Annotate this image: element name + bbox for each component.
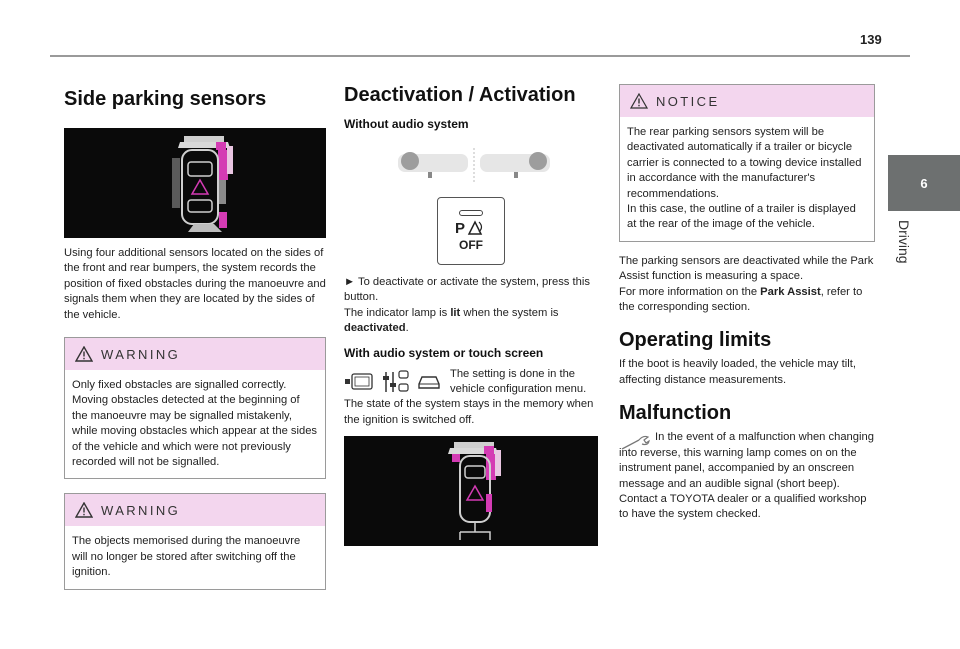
chapter-number: 6 xyxy=(920,175,928,191)
column-2 xyxy=(344,80,599,546)
park-assist-text: The parking sensors are deactivated while the Park Assist function is measuring a space. For more information on the Park Assist, refer to the corresponding section. xyxy=(619,254,874,314)
notice-triangle-icon xyxy=(630,93,648,109)
section-title-side-sensors: Side parking sensors xyxy=(64,88,267,110)
touchscreen-setting-text: The setting is done in the vehicle configuration menu. xyxy=(450,367,587,396)
park-sensor-off-button[interactable] xyxy=(437,197,505,265)
malfunction-block xyxy=(619,430,875,522)
off-label: OFF xyxy=(459,238,483,252)
warning-box-1 xyxy=(64,337,326,479)
car-icon[interactable] xyxy=(416,372,442,392)
subtitle-without-audio: Without audio system xyxy=(344,117,469,131)
section-title-deactivation: Deactivation / Activation xyxy=(344,84,576,106)
operating-limits-text: If the boot is heavily loaded, the vehicle may tilt, affecting distance measurements. xyxy=(619,358,856,386)
wrench-icon xyxy=(619,433,651,453)
chapter-tab[interactable] xyxy=(888,155,960,211)
settings-icons xyxy=(344,367,442,398)
indicator-lamp-note: The indicator lamp is lit when the system is deactivated. xyxy=(344,306,559,335)
warning-title-2: WARNING xyxy=(101,502,181,518)
svg-text:P: P xyxy=(455,220,466,236)
deactivate-instruction: ► To deactivate or activate the system, press this button. xyxy=(344,276,590,304)
notice-box xyxy=(619,84,875,242)
notice-text: The rear parking sensors system will be deactivated automatically if a trailer or bicycle carrier is connected to a towing device installed in accordance with the manufacturer's recommendations. In this case, the outline of a trailer is displayed at the rear of the image of the vehicle. xyxy=(627,126,862,231)
warning-text-2: The objects memorised during the manoeuvre will no longer be stored after switching off the ignition. xyxy=(72,535,301,579)
column-3 xyxy=(619,80,875,523)
park-sensor-off-icon xyxy=(453,218,489,236)
side-sensors-intro: Using four additional sensors located on the sides of the front and rear bumpers, the system records the position of fixed obstacles during the manoeuvre and signals them when they are located by the sides of the vehicle. xyxy=(64,247,326,321)
trailer-sensor-illustration xyxy=(344,436,598,546)
warning-text-1: Only fixed obstacles are signalled correctly. Moving obstacles detected at the beginning of the manoeuvre may be signalled mistakenly, while moving obstacles which appear at the sides of the vehicle and which were not previously recorded will not be signalled. xyxy=(72,379,318,469)
section-title-operating-limits: Operating limits xyxy=(619,329,772,352)
side-sensors-illustration xyxy=(64,128,326,238)
warning-header-1 xyxy=(65,338,325,370)
settings-icon[interactable] xyxy=(380,370,410,394)
chapter-label: Driving xyxy=(896,220,912,264)
column-1 xyxy=(64,80,326,590)
warning-triangle-icon xyxy=(75,502,93,518)
notice-header xyxy=(620,85,874,117)
notice-title: NOTICE xyxy=(656,93,720,109)
touchscreen-settings-row xyxy=(344,367,599,398)
top-rule xyxy=(50,55,910,57)
dashboard-buttons-illustration xyxy=(394,144,599,189)
section-title-malfunction: Malfunction xyxy=(619,402,732,425)
warning-title-1: WARNING xyxy=(101,346,181,362)
warning-box-2 xyxy=(64,493,326,589)
warning-header-2 xyxy=(65,494,325,526)
subtitle-with-audio: With audio system or touch screen xyxy=(344,345,544,360)
indicator-lamp xyxy=(459,210,483,216)
touchscreen-menu-icon[interactable] xyxy=(344,371,374,393)
page-number: 139 xyxy=(860,32,882,47)
memory-state-text: The state of the system stays in the memory when the ignition is switched off. xyxy=(344,398,594,426)
malfunction-text: In the event of a malfunction when changing into reverse, this warning lamp comes on on the instrument panel, accompanied by an onscreen message and an audible signal (short beep). Contact a TOYOTA dealer or a qualified workshop to have the system checked. xyxy=(619,431,874,521)
warning-triangle-icon xyxy=(75,346,93,362)
